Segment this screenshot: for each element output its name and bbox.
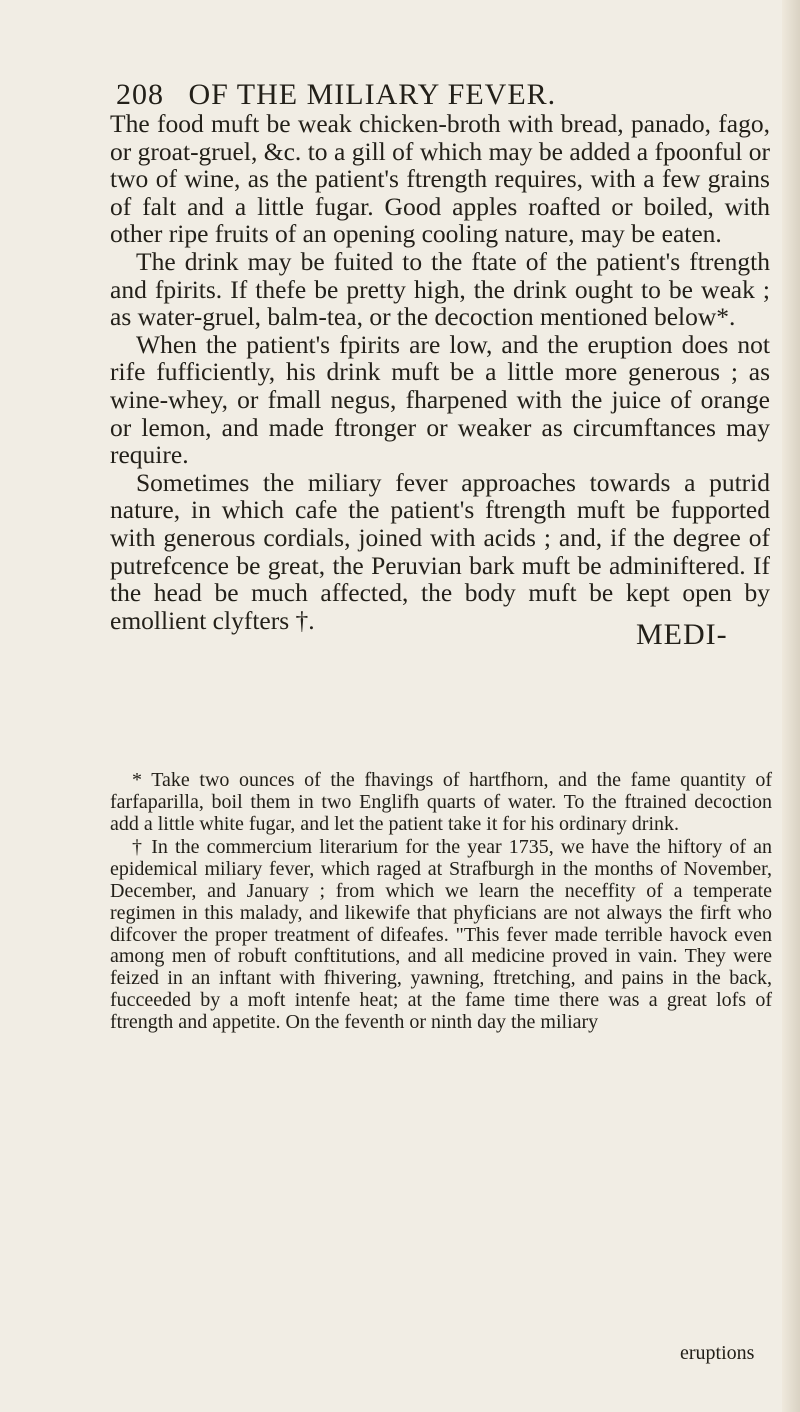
main-text [110, 110, 770, 634]
footnote-catchword: eruptions [680, 1342, 755, 1364]
paragraph-food: The food muft be weak chicken-broth with bread, panado, fago, or groat-gruel, &c. to a gill of which may be added a fpoonful or two of wine, as the patient's ftrength requires, with a few grains of falt and a little fugar. Good apples roafted or boiled, with other ripe fruits of an opening cooling nature, may be eaten. [110, 109, 770, 249]
paragraph-drink: The drink may be fuited to the ftate of the patient's ftrength and fpirits. If thefe be pretty high, the drink ought to be weak ; as water-gruel, balm-tea, or the decoction mentioned below*. [110, 246, 770, 332]
footnote-commercium: † In the commercium literarium for the year 1735, we have the hiftory of an epidemical miliary fever, which raged at Strafburgh in the months of November, December, and January ; from which we learn the neceffity of a temperate regimen in this malady, and likewife that phyficians are not always the firft who difcover the proper treatment of difeafes. "This fever made terrible havock even among men of robuft conftitutions, and all medicine proved in vain. They were feized in an inftant with fhivering, yawning, ftretching, and pains in the back, fucceeded by a moft intenfe heat; at the fame time there was a great lofs of ftrength and appetite. On the feventh or ninth day the miliary [110, 836, 772, 1033]
running-title: OF THE MILIARY FEVER. [188, 78, 557, 111]
footnotes [110, 770, 772, 1034]
page-number: 208 [116, 78, 164, 111]
footnote-decoction: * Take two ounces of the fhavings of hartfhorn, and the fame quantity of farfaparilla, boil them in two Englifh quarts of water. To the ftrained decoction add a little white fugar, and let the patient take it for his ordinary drink. [110, 769, 772, 835]
catchword: MEDI- [636, 618, 728, 651]
paragraph-putrid: Sometimes the miliary fever approaches towards a putrid nature, in which cafe the patient's ftrength muft be fupported with generous cordials, joined with acids ; and, if the degree of putrefcence be great, the Peruvian bark muft be adminiftered. If the head be much affected, the body muft be kept open by emollient clyfters †. [110, 467, 770, 635]
page-edge-shadow [782, 0, 800, 1412]
paragraph-low-spirits: When the patient's fpirits are low, and the eruption does not rife fufficiently, his drink muft be a little more generous ; as wine-whey, or fmall negus, fharpened with the juice of orange or lemon, and made ftronger or weaker as circumftances may require. [110, 329, 770, 470]
